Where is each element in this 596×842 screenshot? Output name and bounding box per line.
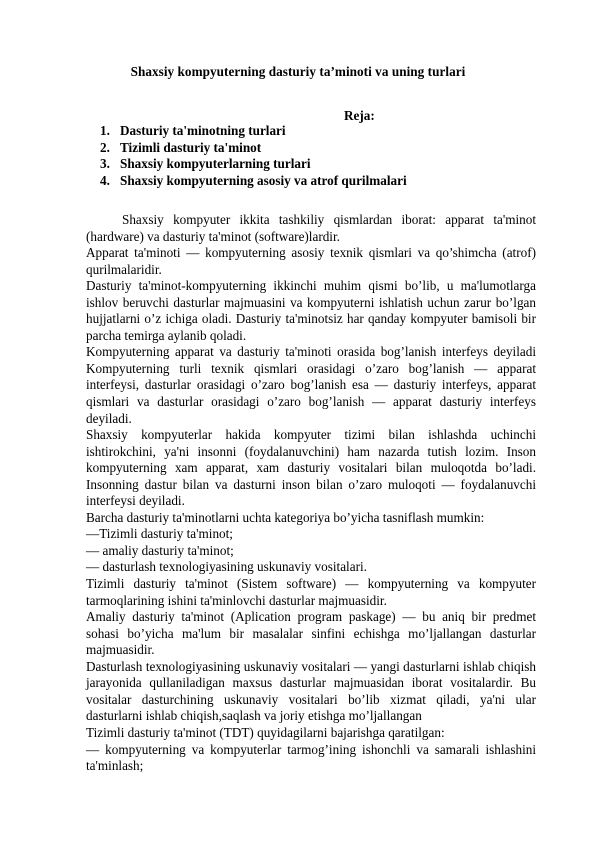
plan-item-text: Tizimli dasturiy ta'minot xyxy=(120,139,262,155)
plan-list xyxy=(100,123,407,189)
paragraph: Barcha dasturiy ta'minotlarni uchta kategoriya bo’yicha tasniflash mumkin: xyxy=(86,509,485,525)
paragraph: Tizimli dasturiy ta'minot (Sistem software) — kompyuterning va kompyuter tarmoqlarining ishini ta'minlovchi dasturlar majmuasidir. xyxy=(86,576,536,608)
plan-item-text: Shaxsiy kompyuterlarning turlari xyxy=(120,156,311,172)
plan-item-number: 3. xyxy=(100,156,110,172)
plan-item-number: 2. xyxy=(100,139,110,155)
paragraph: Amaliy dasturiy ta'minot (Aplication program paskage) — bu aniq bir predmet sohasi bo’yicha ma'lum bir masalalar sinfini echishga mo’ljallangan dasturlar majmuasidir. xyxy=(86,609,536,658)
list-line: —Tizimli dasturiy ta'minot; xyxy=(86,526,233,542)
plan-item-text: Shaxsiy kompyuterning asosiy va atrof qurilmalari xyxy=(120,172,407,188)
list-line: — kompyuterning va kompyuterlar tarmog’ining ishonchli va samarali ishlashini ta'minlash; xyxy=(86,741,536,774)
plan-item-number: 4. xyxy=(100,172,110,188)
plan-item xyxy=(100,123,407,140)
document-title: Shaxsiy kompyuterning dasturiy ta’minoti va uning turlari xyxy=(130,64,466,79)
plan-item xyxy=(100,140,407,157)
plan-item-text: Dasturiy ta'minotning turlari xyxy=(120,123,286,138)
paragraph: Kompyuterning apparat va dasturiy ta'minoti orasida bog’lanish interfeys deyiladi Kompyuterning turli texnik qismlari orasidagi o’zaro bog’lanish — apparat interfeysi, dasturlar orasidagi o’zaro bog’lanish esa — dasturiy interfeys, apparat qismlari va dasturlar orasidagi o’zaro bog’lanish — apparat dasturiy interfeys deyiladi. xyxy=(86,344,536,426)
document-body xyxy=(86,212,536,775)
list-line: — dasturlash texnologiyasining uskunaviy vositalari. xyxy=(86,559,367,575)
plan-heading: Reja: xyxy=(344,108,375,123)
plan-item-number: 1. xyxy=(100,123,110,138)
paragraph: Tizimli dasturiy ta'minot (TDT) quyidagilarni bajarishga qaratilgan: xyxy=(86,724,445,740)
paragraph: Dasturlash texnologiyasining uskunaviy vositalari — yangi dasturlarni ishlab chiqish jarayonida qullaniladigan maxsus dasturlar majmuasidan iborat vositalardir. Bu vositalar dasturchining uskunaviy vositalari bo’lib xizmat qiladi, ya'ni ular dasturlarni ishlab chiqish,saqlash va joriy etishga mo’ljallangan xyxy=(86,658,536,724)
plan-item xyxy=(100,156,407,173)
list-line: — amaliy dasturiy ta'minot; xyxy=(86,542,234,558)
paragraph: Shaxsiy kompyuter ikkita tashkiliy qismlardan iborat: apparat ta'minot (hardware) va dasturiy ta'minot (software)lardir. xyxy=(86,212,536,244)
plan-item xyxy=(100,173,407,190)
paragraph: Dasturiy ta'minot-kompyuterning ikkinchi muhim qismi bo’lib, u ma'lumotlarga ishlov beruvchi dasturlar majmuasini va kompyuterni ishlatish uchun zarur bo’lgan hujjatlarni o’z ichiga oladi. Dasturiy ta'minotsiz har qanday kompyuter bamisoli bir parcha temirga aylanib qoladi. xyxy=(86,278,536,343)
paragraph: Apparat ta'minoti — kompyuterning asosiy texnik qismlari va qo’shimcha (atrof) qurilmalaridir. xyxy=(86,245,536,277)
paragraph: Shaxsiy kompyuterlar hakida kompyuter tizimi bilan ishlashda uchinchi ishtirokchini, ya'ni insonni (foydalanuvchini) ham nazarda tutish lozim. Inson kompyuterning xam apparat, xam dasturiy vositalari bilan muloqotda bo’ladi. Insonning dastur bilan va dasturni inson bilan o’zaro muloqoti — foydalanuvchi interfeysi deyiladi. xyxy=(86,427,536,509)
